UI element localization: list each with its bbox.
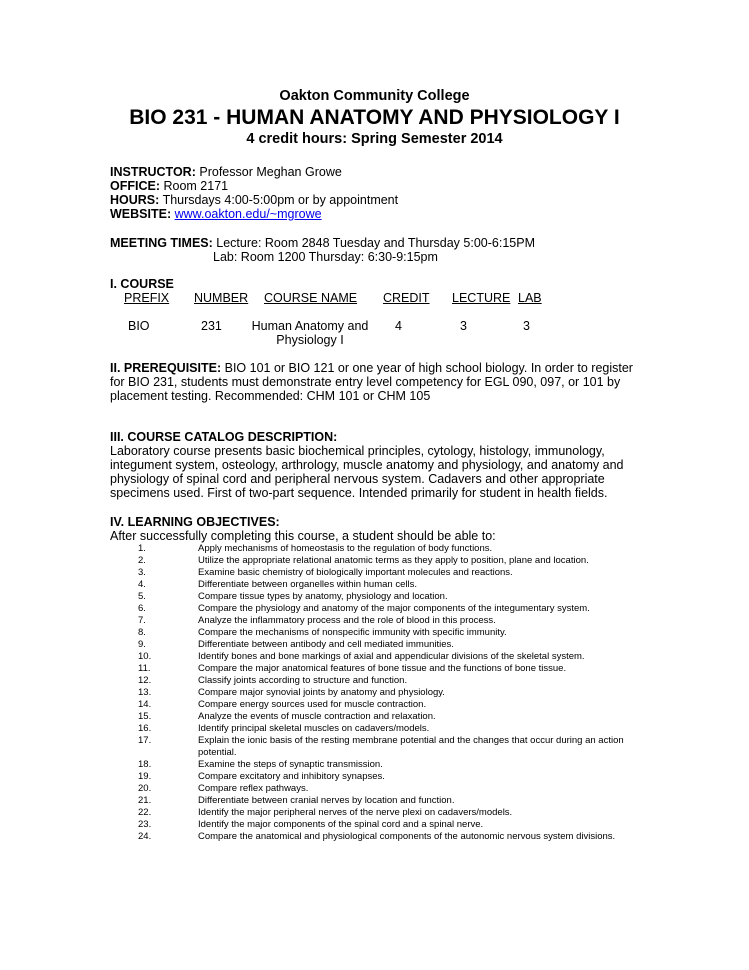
office-label: OFFICE: bbox=[110, 179, 160, 193]
college-name: Oakton Community College bbox=[279, 88, 470, 104]
course-heading: I. COURSE bbox=[110, 277, 174, 291]
cell-prefix: BIO bbox=[128, 319, 150, 333]
objective-text: Compare tissue types by anatomy, physiology and location. bbox=[198, 591, 448, 602]
objective-text: Compare the mechanisms of nonspecific immunity with specific immunity. bbox=[198, 627, 507, 638]
objective-number: 2. bbox=[138, 555, 146, 566]
instructor-line bbox=[110, 165, 342, 179]
objective-text: Differentiate between antibody and cell mediated immunities. bbox=[198, 639, 454, 650]
objective-number: 8. bbox=[138, 627, 146, 638]
objective-number: 3. bbox=[138, 567, 146, 578]
objective-item bbox=[138, 663, 648, 675]
cell-lab: 3 bbox=[523, 319, 530, 333]
meeting-times-line bbox=[110, 236, 535, 250]
objective-number: 21. bbox=[138, 795, 152, 806]
objective-number: 4. bbox=[138, 579, 146, 590]
objective-text: Compare the physiology and anatomy of the major components of the integumentary system. bbox=[198, 603, 590, 614]
objective-item bbox=[138, 579, 648, 591]
objective-item bbox=[138, 783, 648, 795]
objective-text: Compare the major anatomical features of bone tissue and the functions of bone tissue. bbox=[198, 663, 567, 674]
col-course-name: COURSE NAME bbox=[264, 291, 358, 305]
objective-text: Compare excitatory and inhibitory synapses. bbox=[198, 771, 385, 782]
cell-course-name-2: Physiology I bbox=[276, 333, 344, 347]
objective-item bbox=[138, 591, 648, 603]
objective-item bbox=[138, 711, 648, 723]
office-line bbox=[110, 179, 228, 193]
objective-item bbox=[138, 771, 648, 783]
objective-item bbox=[138, 807, 648, 819]
objective-item bbox=[138, 603, 648, 615]
objective-number: 9. bbox=[138, 639, 146, 650]
objective-text: Compare energy sources used for muscle contraction. bbox=[198, 699, 427, 710]
objective-item bbox=[138, 567, 648, 579]
objective-item bbox=[138, 675, 648, 687]
objective-item bbox=[138, 819, 648, 831]
objective-item bbox=[138, 639, 648, 651]
objective-text: Differentiate between cranial nerves by location and function. bbox=[198, 795, 455, 806]
objective-item bbox=[138, 687, 648, 699]
objective-number: 12. bbox=[138, 675, 152, 686]
objective-item bbox=[138, 723, 648, 735]
cell-number: 231 bbox=[201, 319, 222, 333]
objective-item bbox=[138, 627, 648, 639]
cell-credit: 4 bbox=[395, 319, 402, 333]
objective-item bbox=[138, 831, 648, 843]
objective-text: Analyze the events of muscle contraction and relaxation. bbox=[198, 711, 436, 722]
objective-text: Analyze the inflammatory process and the role of blood in this process. bbox=[198, 615, 496, 626]
objective-number: 20. bbox=[138, 783, 152, 794]
objective-number: 11. bbox=[138, 663, 151, 674]
meeting-lab: Lab: Room 1200 Thursday: 6:30-9:15pm bbox=[213, 250, 438, 264]
cell-course-name-1: Human Anatomy and bbox=[251, 319, 369, 333]
prerequisite-text: BIO 101 or BIO 121 or one year of high school biology. In order to register for BIO 231, students must demonstrate entry level competency for EGL 090, 097, or 101 by placement testing. Recommended: CHM 101 or CHM 105 bbox=[110, 361, 633, 403]
objective-text: Compare reflex pathways. bbox=[198, 783, 309, 794]
objective-text: Examine the steps of synaptic transmission. bbox=[198, 759, 383, 770]
objective-number: 13. bbox=[138, 687, 152, 698]
col-prefix: PREFIX bbox=[124, 291, 170, 305]
objective-number: 23. bbox=[138, 819, 152, 830]
website-link[interactable]: www.oakton.edu/~mgrowe bbox=[174, 207, 322, 221]
catalog-text: Laboratory course presents basic biochemical principles, cytology, histology, immunology, integument system, osteology, arthrology, muscle anatomy and physiology, and anatomy and physiology of spinal cord and peripheral nervous system. Cadavers and other appropriate specimens used. First of two-part sequence. Intended primarily for student in health fields. bbox=[110, 444, 624, 500]
objective-number: 16. bbox=[138, 723, 152, 734]
prerequisite-label: II. PREREQUISITE: bbox=[110, 361, 222, 375]
objective-text: Identify bones and bone markings of axial and appendicular divisions of the skeletal system. bbox=[198, 651, 585, 662]
objective-item bbox=[138, 759, 648, 771]
col-number: NUMBER bbox=[194, 291, 249, 305]
col-credit: CREDIT bbox=[383, 291, 430, 305]
catalog-heading: III. COURSE CATALOG DESCRIPTION: bbox=[110, 430, 338, 444]
objectives-heading: IV. LEARNING OBJECTIVES: bbox=[110, 515, 280, 529]
objective-number: 18. bbox=[138, 759, 152, 770]
course-title: BIO 231 - HUMAN ANATOMY AND PHYSIOLOGY I bbox=[129, 106, 620, 129]
objective-number: 24. bbox=[138, 831, 152, 842]
objective-text: Explain the ionic basis of the resting membrane potential and the changes that occur during an action potential. bbox=[198, 735, 624, 758]
meeting-lecture: Lecture: Room 2848 Tuesday and Thursday 5:00-6:15PM bbox=[216, 236, 535, 250]
objective-text: Identify principal skeletal muscles on cadavers/models. bbox=[198, 723, 430, 734]
website-label: WEBSITE: bbox=[110, 207, 172, 221]
objective-number: 17. bbox=[138, 735, 152, 746]
objective-text: Identify the major peripheral nerves of the nerve plexi on cadavers/models. bbox=[198, 807, 513, 818]
objective-item bbox=[138, 735, 648, 759]
credits-semester: 4 credit hours: Spring Semester 2014 bbox=[246, 131, 503, 147]
objective-text: Identify the major components of the spinal cord and a spinal nerve. bbox=[198, 819, 484, 830]
objective-text: Compare the anatomical and physiological components of the autonomic nervous system divisions. bbox=[198, 831, 616, 842]
objective-number: 1. bbox=[138, 543, 146, 554]
objectives-intro: After successfully completing this course, a student should be able to: bbox=[110, 529, 496, 543]
objective-text: Utilize the appropriate relational anatomic terms as they apply to position, plane and location. bbox=[198, 555, 589, 566]
objective-number: 19. bbox=[138, 771, 152, 782]
objective-text: Compare major synovial joints by anatomy and physiology. bbox=[198, 687, 445, 698]
objective-item bbox=[138, 615, 648, 627]
col-lecture: LECTURE bbox=[452, 291, 511, 305]
objective-number: 5. bbox=[138, 591, 146, 602]
objective-item bbox=[138, 543, 648, 555]
cell-lecture: 3 bbox=[460, 319, 467, 333]
hours-value: Thursdays 4:00-5:00pm or by appointment bbox=[162, 193, 399, 207]
objective-text: Classify joints according to structure and function. bbox=[198, 675, 408, 686]
objective-number: 15. bbox=[138, 711, 152, 722]
objective-item bbox=[138, 795, 648, 807]
objective-number: 14. bbox=[138, 699, 152, 710]
objective-text: Differentiate between organelles within human cells. bbox=[198, 579, 417, 590]
office-value: Room 2171 bbox=[163, 179, 229, 193]
objective-item bbox=[138, 699, 648, 711]
objective-number: 7. bbox=[138, 615, 146, 626]
meeting-times-label: MEETING TIMES: bbox=[110, 236, 213, 250]
hours-line bbox=[110, 193, 398, 207]
objective-text: Examine basic chemistry of biologically important molecules and reactions. bbox=[198, 567, 513, 578]
objective-text: Apply mechanisms of homeostasis to the regulation of body functions. bbox=[198, 543, 493, 554]
instructor-label: INSTRUCTOR: bbox=[110, 165, 196, 179]
objective-number: 6. bbox=[138, 603, 146, 614]
hours-label: HOURS: bbox=[110, 193, 160, 207]
objective-item bbox=[138, 651, 648, 663]
objective-item bbox=[138, 555, 648, 567]
objectives-list bbox=[138, 543, 648, 843]
col-lab: LAB bbox=[518, 291, 542, 305]
website-line bbox=[110, 207, 322, 221]
objective-number: 10. bbox=[138, 651, 152, 662]
objective-number: 22. bbox=[138, 807, 152, 818]
prerequisite-paragraph bbox=[110, 361, 650, 403]
instructor-value: Professor Meghan Growe bbox=[199, 165, 342, 179]
